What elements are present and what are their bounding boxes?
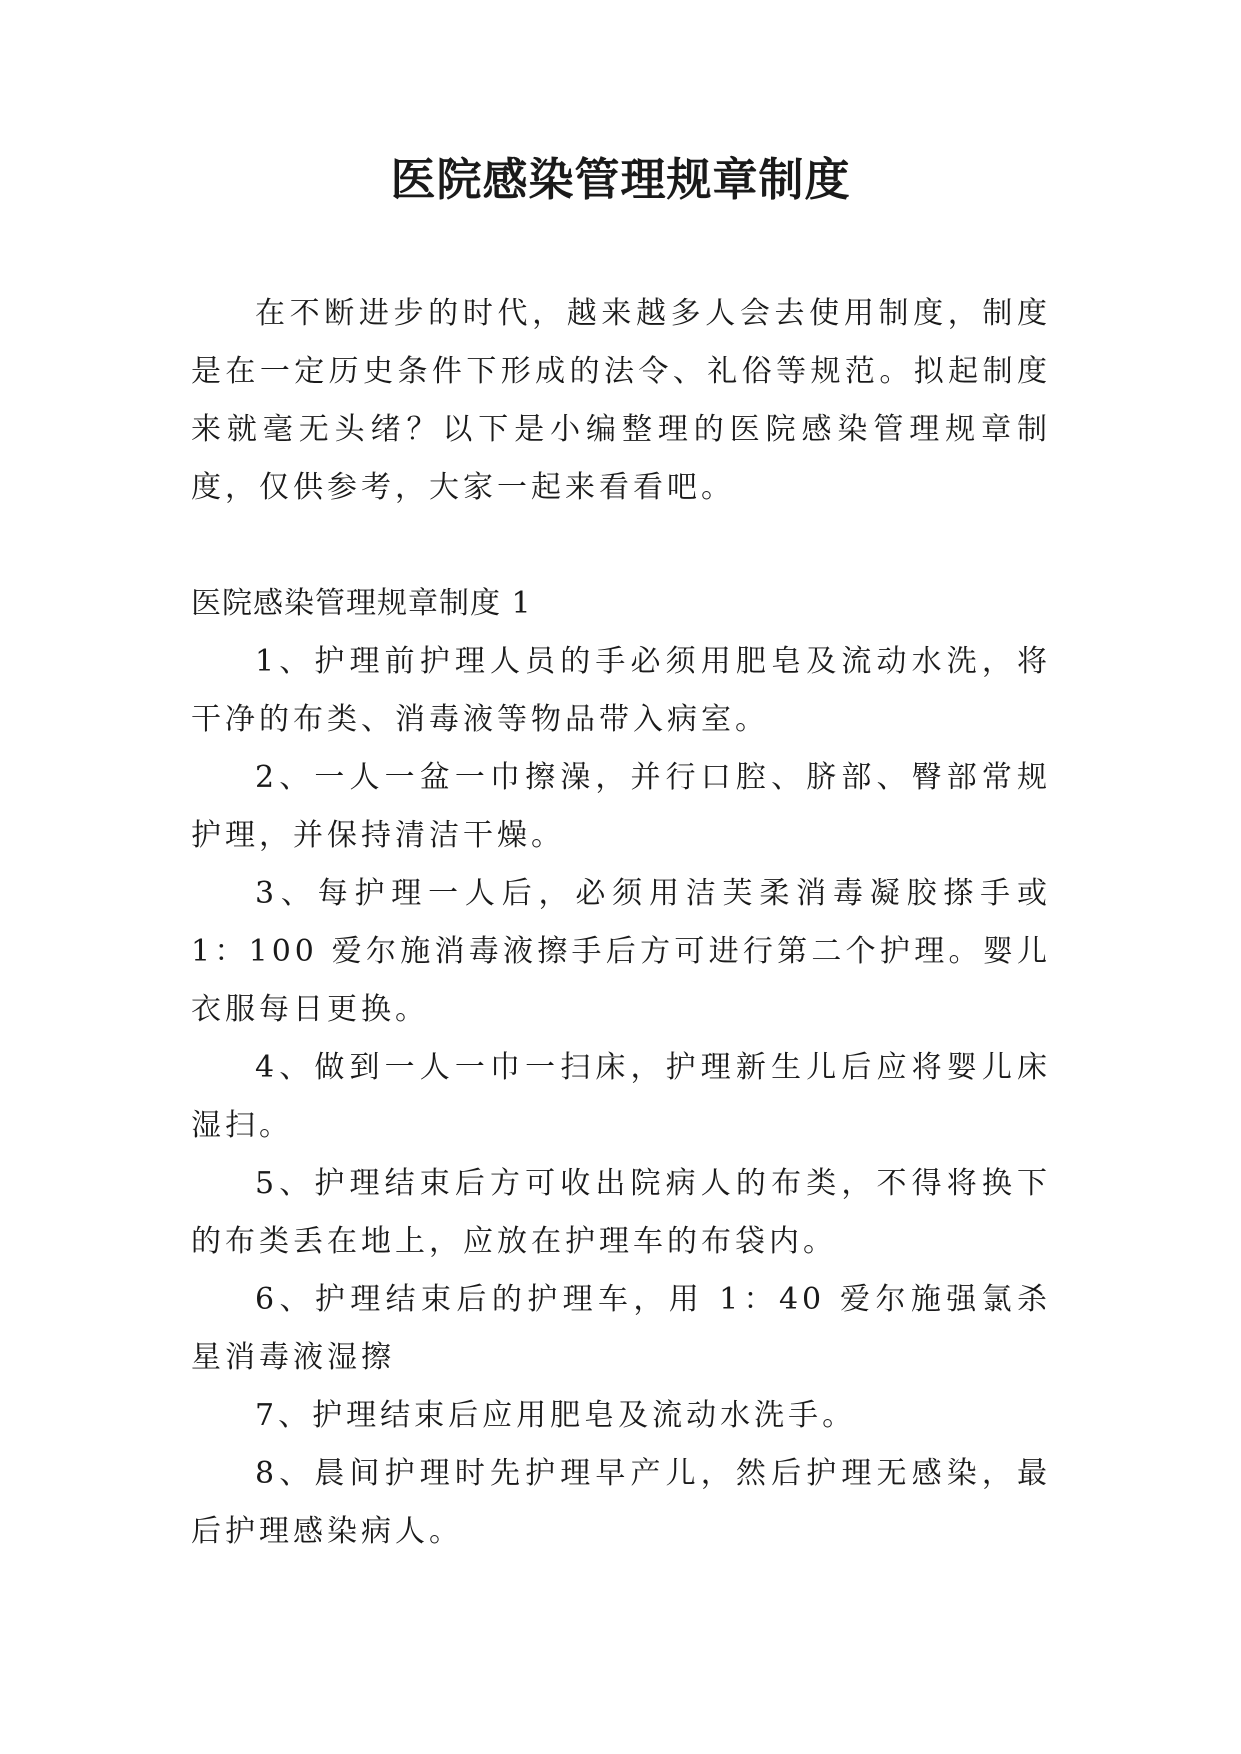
list-item: 4、做到一人一巾一扫床，护理新生儿后应将婴儿床湿扫。 xyxy=(191,1050,1051,1143)
section-heading: 医院感染管理规章制度 1 xyxy=(191,586,532,621)
list-item: 7、护理结束后应用肥皂及流动水洗手。 xyxy=(255,1398,857,1433)
document-title: 医院感染管理规章制度 xyxy=(390,153,851,206)
list-item: 5、护理结束后方可收出院病人的布类，不得将换下的布类丢在地上，应放在护理车的布袋内。 xyxy=(191,1166,1051,1259)
document-body xyxy=(191,285,1051,1561)
list-item: 3、每护理一人后，必须用洁芙柔消毒凝胶搽手或 1：100 爱尔施消毒液擦手后方可进行第二个护理。婴儿衣服每日更换。 xyxy=(191,876,1051,1027)
intro-paragraph: 在不断进步的时代，越来越多人会去使用制度，制度是在一定历史条件下形成的法令、礼俗等规范。拟起制度来就毫无头绪？以下是小编整理的医院感染管理规章制度，仅供参考，大家一起来看看吧。 xyxy=(191,296,1051,505)
list-item: 1、护理前护理人员的手必须用肥皂及流动水洗，将干净的布类、消毒液等物品带入病室。 xyxy=(191,644,1051,737)
list-item: 6、护理结束后的护理车，用 1：40 爱尔施强氯杀星消毒液湿擦 xyxy=(191,1282,1051,1375)
list-item: 2、一人一盆一巾擦澡，并行口腔、脐部、臀部常规护理，并保持清洁干燥。 xyxy=(191,760,1051,853)
list-item: 8、晨间护理时先护理早产儿，然后护理无感染，最后护理感染病人。 xyxy=(191,1456,1051,1549)
